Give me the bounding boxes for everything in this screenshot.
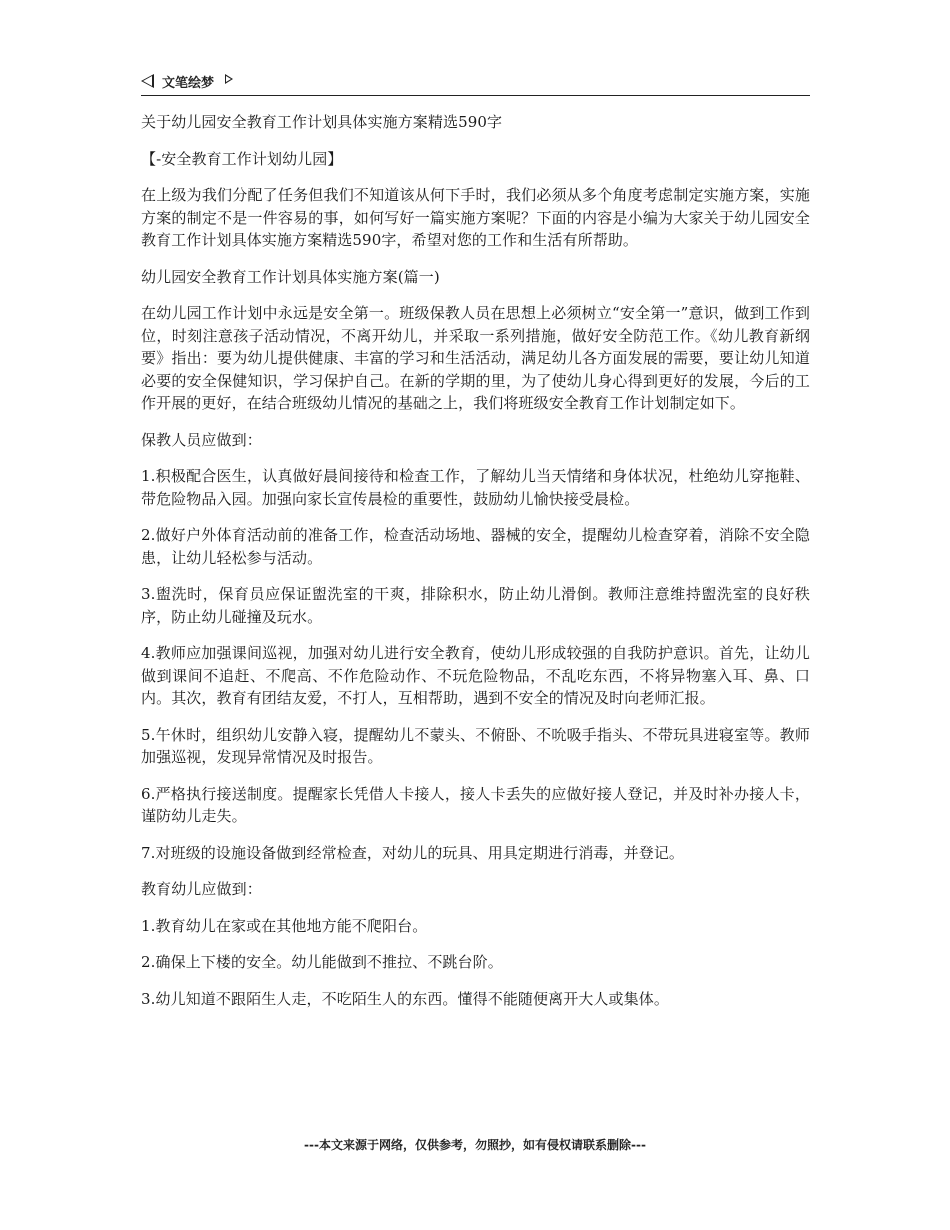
list-item: 5.午休时，组织幼儿安静入寝，提醒幼儿不蒙头、不俯卧、不吮吸手指头、不带玩具进寝室等。教师加强巡视，发现异常情况及时报告。 [141,725,810,766]
footer-disclaimer: ---本文来源于网络，仅供参考，勿照抄，如有侵权请联系删除--- [304,1138,646,1152]
document-body [141,111,810,1010]
list-item: 3.幼儿知道不跟陌生人走，不吃陌生人的东西。懂得不能随便离开大人或集体。 [141,989,669,1008]
intro-paragraph: 在上级为我们分配了任务但我们不知道该从何下手时，我们必须从多个角度考虑制定实施方案，实施方案的制定不是一件容易的事，如何写好一篇实施方案呢？下面的内容是小编为大家关于幼儿园安全教育工作计划具体实施方案精选590字，希望对您的工作和生活有所帮助。 [141,186,810,249]
list-item: 4.教师应加强课间巡视，加强对幼儿进行安全教育，使幼儿形成较强的自我防护意识。首先，让幼儿做到课间不追赶、不爬高、不作危险动作、不玩危险物品，不乱吃东西，不将异物塞入耳、鼻、口内。其次，教育有团结友爱，不打人，互相帮助，遇到不安全的情况及时向老师汇报。 [141,644,810,707]
list-item: 2.确保上下楼的安全。幼儿能做到不推拉、不跳台阶。 [141,953,503,971]
subsection-heading: 教育幼儿应做到： [141,880,262,898]
triangle-left-icon [141,74,154,88]
document-page [141,68,810,1024]
list-item: 2.做好户外体育活动前的准备工作，检查活动场地、器械的安全，提醒幼儿检查穿着，消除不安全隐患，让幼儿轻松参与活动。 [141,526,810,567]
section-heading: 幼儿园安全教育工作计划具体实施方案(篇一) [141,267,440,286]
page-header [141,68,810,96]
triangle-right-icon [225,74,233,84]
subsection-heading: 保教人员应做到： [141,430,262,449]
body-paragraph: 在幼儿园工作计划中永远是安全第一。班级保教人员在思想上必须树立“安全第一”意识，做到工作到位，时刻注意孩子活动情况，不离开幼儿，并采取一系列措施，做好安全防范工作。《幼儿教育新纲要》指出：要为幼儿提供健康、丰富的学习和生活活动，满足幼儿各方面发展的需要，要让幼儿知道必要的安全保健知识，学习保护自己。在新的学期的里，为了使幼儿身心得到更好的发展，今后的工作开展的更好，在结合班级幼儿情况的基础之上，我们将班级安全教育工作计划制定如下。 [141,304,810,412]
document-title: 关于幼儿园安全教育工作计划具体实施方案精选590字 [141,113,503,131]
list-item: 6.严格执行接送制度。提醒家长凭借人卡接人，接人卡丢失的应做好接人登记，并及时补办接人卡，谨防幼儿走失。 [141,784,810,825]
document-subtitle: 【-安全教育工作计划幼儿园】 [141,149,343,168]
list-item: 7.对班级的设施设备做到经常检查，对幼儿的玩具、用具定期进行消毒，并登记。 [141,843,685,862]
list-item: 3.盥洗时，保育员应保证盥洗室的干爽，排除积水，防止幼儿滑倒。教师注意维持盥洗室的良好秩序，防止幼儿碰撞及玩水。 [141,585,810,626]
list-item: 1.积极配合医生，认真做好晨间接待和检查工作，了解幼儿当天情绪和身体状况，杜绝幼儿穿拖鞋、带危险物品入园。加强向家长宣传晨检的重要性，鼓励幼儿愉快接受晨检。 [141,467,810,508]
list-item: 1.教育幼儿在家或在其他地方能不爬阳台。 [141,916,428,935]
brand-name: 文笔绘梦 [162,75,215,91]
